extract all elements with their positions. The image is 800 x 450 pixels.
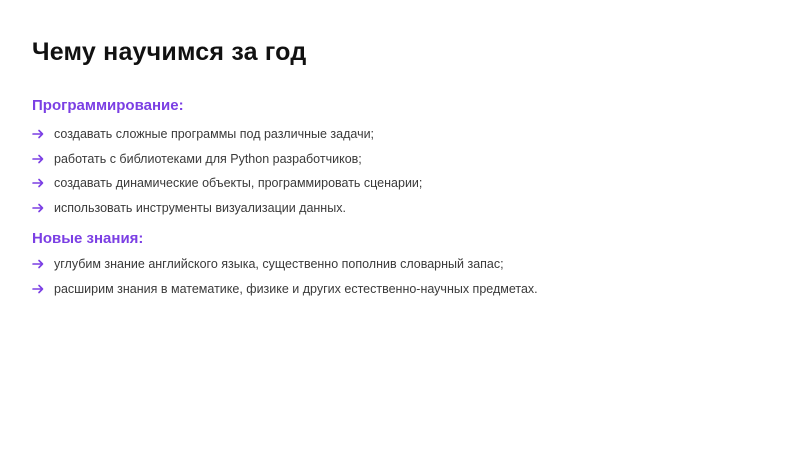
- list-item: [32, 252, 538, 277]
- list-item-text: работать с библиотеками для Python разработчиков;: [54, 151, 362, 166]
- section-heading-programming: Программирование:: [32, 97, 184, 114]
- list-item: [32, 171, 422, 196]
- list-item: [32, 147, 422, 172]
- arrow-right-icon: [32, 252, 46, 277]
- list-item-text: создавать сложные программы под различные задачи;: [54, 127, 375, 141]
- new-knowledge-list: [32, 252, 538, 301]
- arrow-right-icon: [32, 196, 46, 221]
- list-item-text: создавать динамические объекты, программировать сценарии;: [54, 176, 423, 190]
- list-item-text: использовать инструменты визуализации данных.: [54, 200, 346, 215]
- list-item: [32, 196, 422, 221]
- arrow-right-icon: [32, 147, 46, 172]
- arrow-right-icon: [32, 277, 46, 302]
- list-item-text: расширим знания в математике, физике и других естественно-научных предметах.: [54, 281, 538, 296]
- arrow-right-icon: [32, 122, 46, 147]
- section-heading-new-knowledge: Новые знания:: [32, 230, 144, 247]
- slide-title: Чему научимся за год: [32, 38, 307, 66]
- arrow-right-icon: [32, 171, 46, 196]
- programming-list: [32, 122, 422, 220]
- list-item: [32, 122, 422, 147]
- list-item-text: углубим знание английского языка, существенно пополнив словарный запас;: [54, 257, 504, 271]
- list-item: [32, 277, 538, 302]
